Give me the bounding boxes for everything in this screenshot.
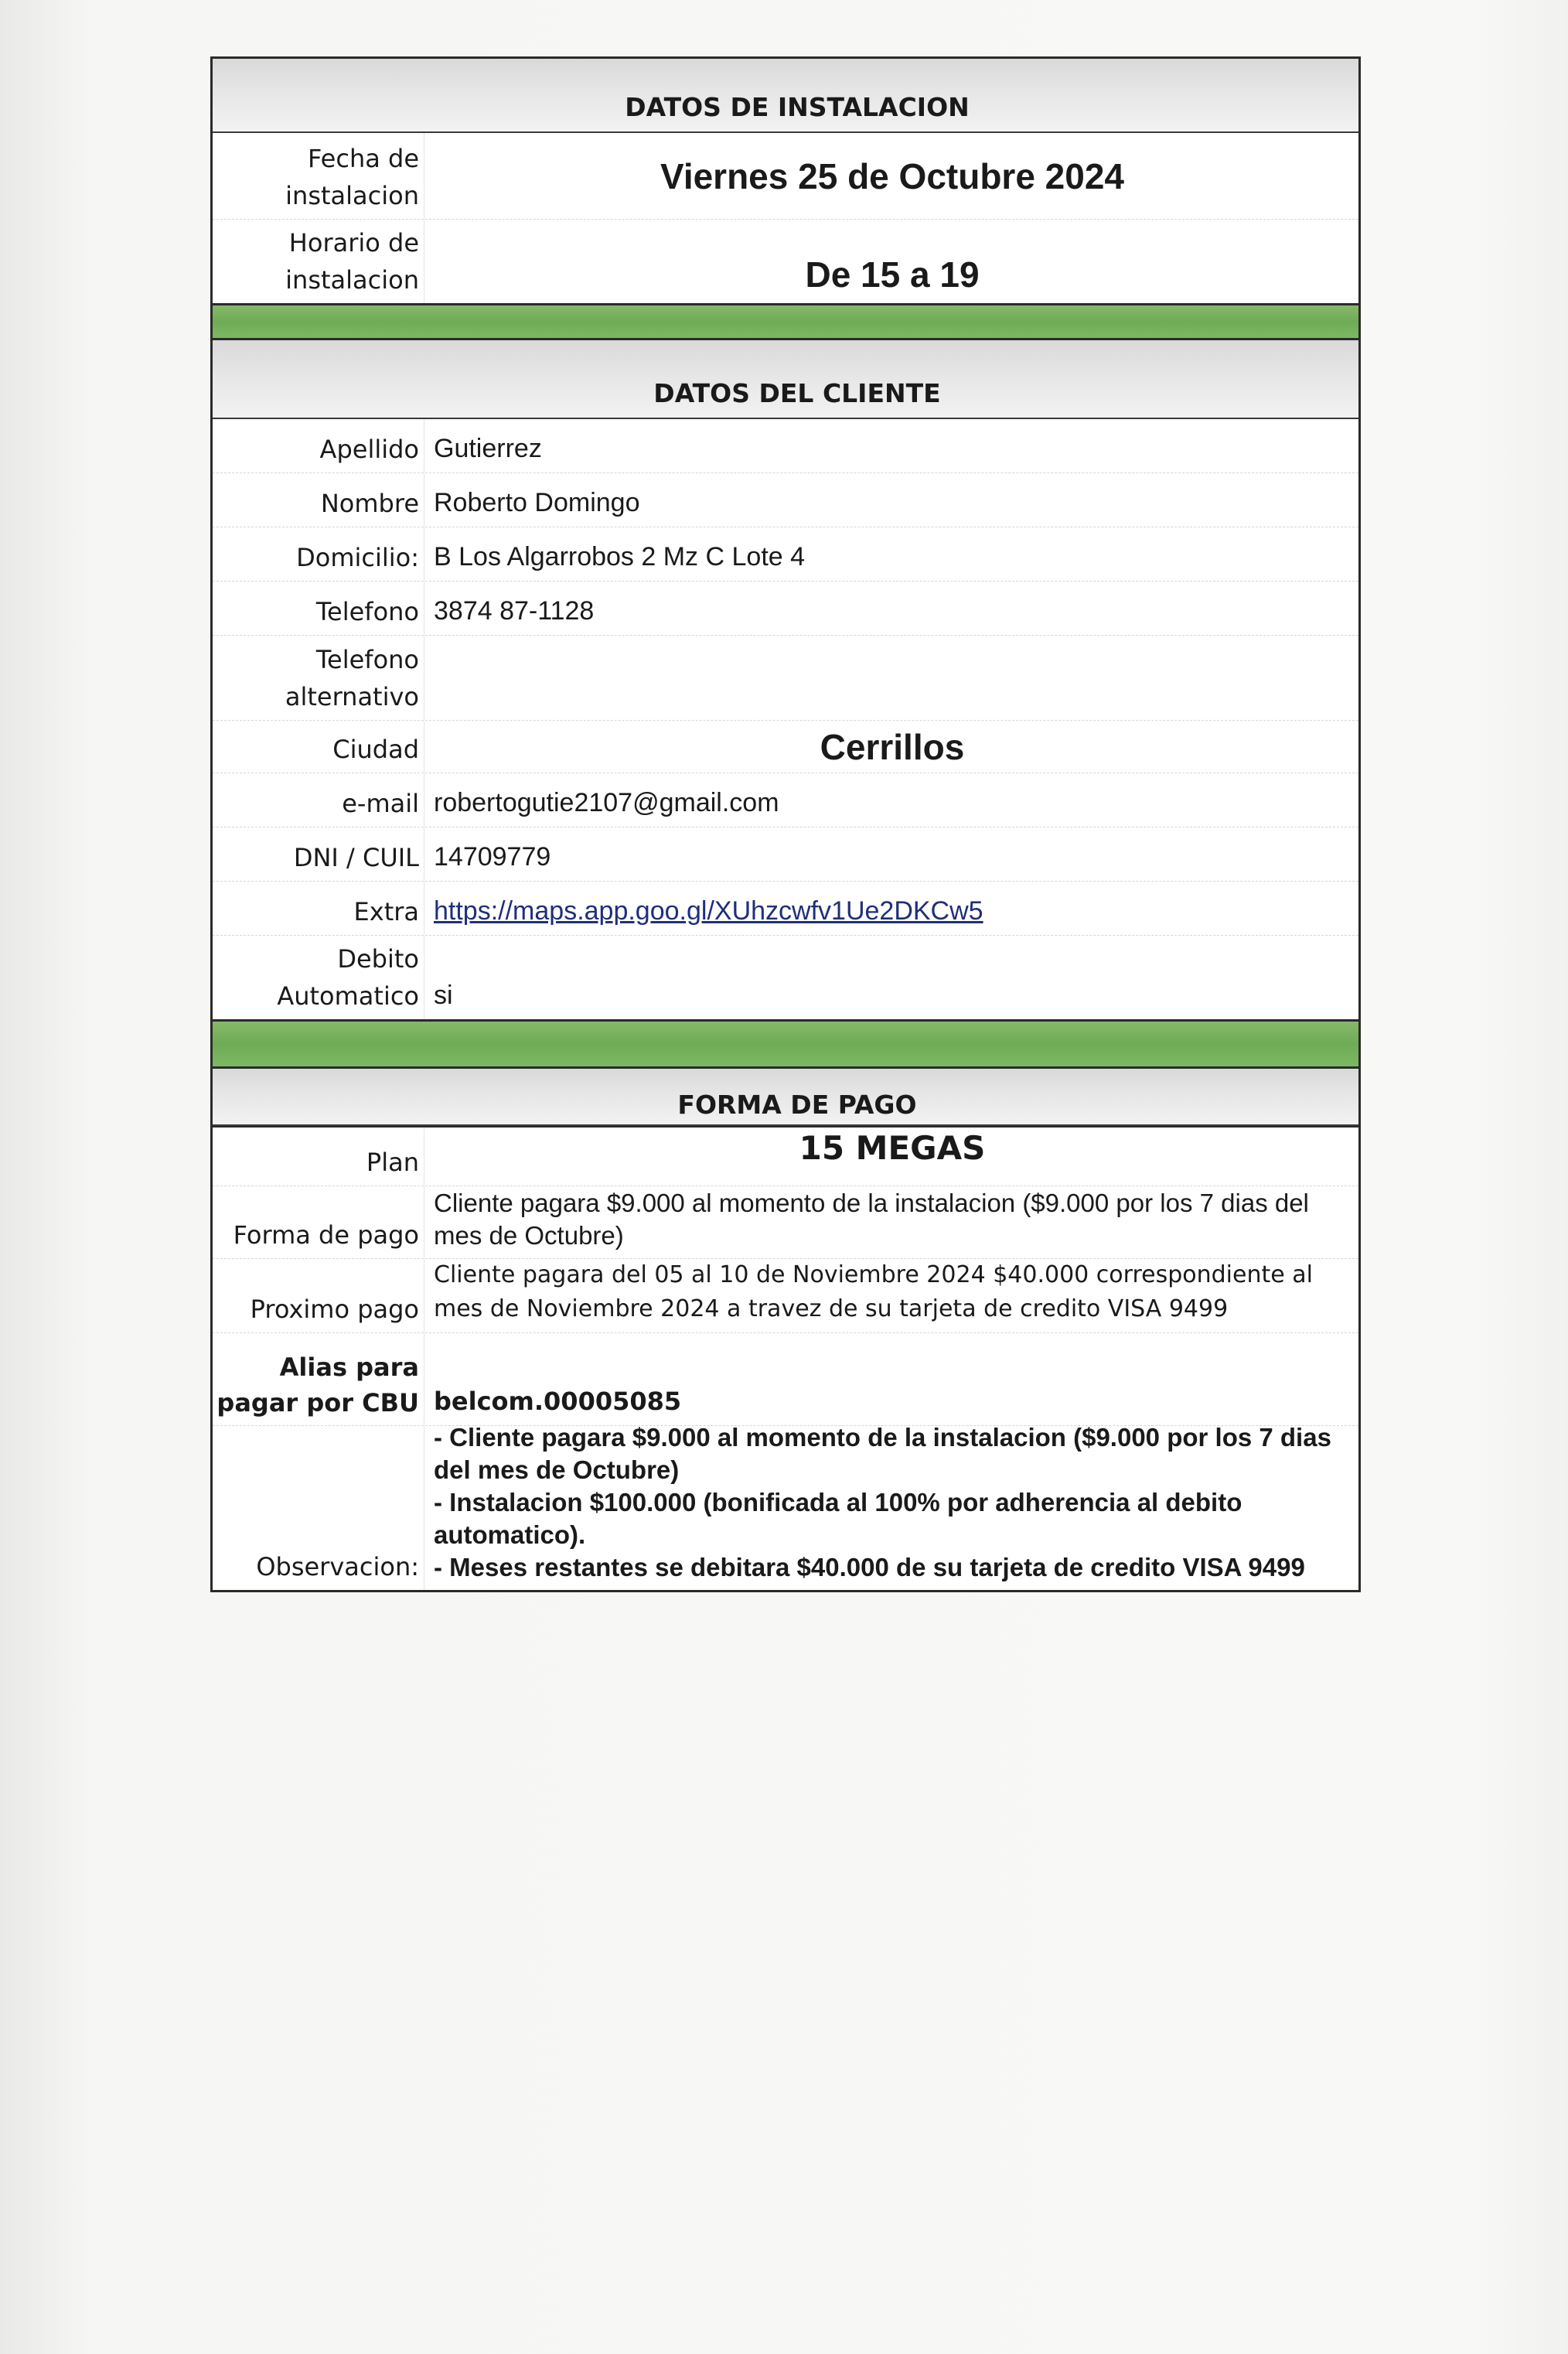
green-divider-2 xyxy=(210,1022,1361,1066)
telefono-label: Telefono xyxy=(213,582,424,635)
email-label: e-mail xyxy=(213,773,424,827)
form-sheet xyxy=(210,56,1361,1592)
observacion-row xyxy=(213,1423,1358,1590)
client-row-ciudad xyxy=(213,721,1358,773)
client-row-telefono xyxy=(213,582,1358,636)
client-row-extra xyxy=(213,882,1358,936)
installation-header-text: DATOS DE INSTALACION xyxy=(625,92,970,122)
install-time-label: Horario de instalacion xyxy=(213,220,424,303)
client-section xyxy=(210,338,1361,1022)
telefono-value: 3874 87-1128 xyxy=(434,596,595,626)
client-header xyxy=(213,340,1358,419)
forma-pago-row xyxy=(213,1186,1358,1259)
proximo-pago-value: Cliente pagara del 05 al 10 de Noviembre 2024 $40.000 correspondiente al mes de Noviembre 2024 a travez de su tarjeta de credito VISA 9499 xyxy=(434,1261,1313,1322)
dni-value: 14709779 xyxy=(434,842,551,872)
plan-label: Plan xyxy=(213,1128,424,1186)
client-row-telefono-alt xyxy=(213,636,1358,721)
client-row-debito xyxy=(213,936,1358,1019)
install-time-value: De 15 a 19 xyxy=(805,254,980,295)
alias-label: Alias para pagar por CBU xyxy=(213,1333,424,1425)
observacion-line-1: - Cliente pagara $9.000 al momento de la instalacion ($9.000 por los 7 dias del mes de Octubre) xyxy=(434,1423,1331,1484)
extra-label: Extra xyxy=(213,882,424,935)
nombre-value: Roberto Domingo xyxy=(434,488,640,517)
debito-value: si xyxy=(434,981,453,1010)
client-header-text: DATOS DEL CLIENTE xyxy=(653,378,941,408)
forma-pago-label: Forma de pago xyxy=(213,1186,424,1258)
plan-value: 15 MEGAS xyxy=(799,1129,986,1167)
payment-section xyxy=(210,1066,1361,1592)
alias-value: belcom.00005085 xyxy=(434,1387,682,1416)
plan-row xyxy=(213,1126,1358,1186)
ciudad-value: Cerrillos xyxy=(820,726,965,767)
client-row-nombre xyxy=(213,473,1358,527)
extra-value xyxy=(424,882,1358,935)
observacion-value xyxy=(424,1423,1358,1590)
payment-header xyxy=(213,1069,1358,1126)
observacion-line-3: - Meses restantes se debitara $40.000 de su tarjeta de credito VISA 9499 xyxy=(434,1553,1305,1581)
client-row-email xyxy=(213,773,1358,827)
email-value: robertogutie2107@gmail.com xyxy=(434,788,779,817)
client-row-apellido xyxy=(213,419,1358,473)
telefono-alt-label: Telefono alternativo xyxy=(213,636,424,720)
dni-label: DNI / CUIL xyxy=(213,827,424,881)
green-divider-1 xyxy=(210,305,1361,338)
install-date-value: Viernes 25 de Octubre 2024 xyxy=(660,155,1125,196)
install-date-label: Fecha de instalacion xyxy=(213,133,424,219)
proximo-pago-label: Proximo pago xyxy=(213,1259,424,1332)
apellido-value: Gutierrez xyxy=(434,434,542,463)
proximo-pago-row xyxy=(213,1259,1358,1333)
ciudad-label: Ciudad xyxy=(213,721,424,773)
nombre-label: Nombre xyxy=(213,473,424,527)
payment-header-text: FORMA DE PAGO xyxy=(677,1090,917,1120)
alias-row xyxy=(213,1333,1358,1426)
observacion-label: Observacion: xyxy=(213,1426,424,1590)
domicilio-label: Domicilio: xyxy=(213,527,424,581)
apellido-label: Apellido xyxy=(213,419,424,473)
maps-link[interactable]: https://maps.app.goo.gl/XUhzcwfv1Ue2DKCw5 xyxy=(434,896,983,926)
install-date-row xyxy=(213,133,1358,220)
install-time-row xyxy=(213,220,1358,303)
debito-label: Debito Automatico xyxy=(213,936,424,1019)
telefono-alt-value xyxy=(424,636,1358,720)
forma-pago-value: Cliente pagara $9.000 al momento de la instalacion ($9.000 por los 7 dias del mes de Octubre) xyxy=(434,1189,1309,1250)
installation-section xyxy=(210,56,1361,305)
domicilio-value: B Los Algarrobos 2 Mz C Lote 4 xyxy=(434,542,806,571)
client-row-domicilio xyxy=(213,527,1358,582)
installation-header xyxy=(213,59,1358,133)
client-row-dni xyxy=(213,827,1358,882)
observacion-line-2: - Instalacion $100.000 (bonificada al 100% por adherencia al debito automatico). xyxy=(434,1488,1242,1549)
